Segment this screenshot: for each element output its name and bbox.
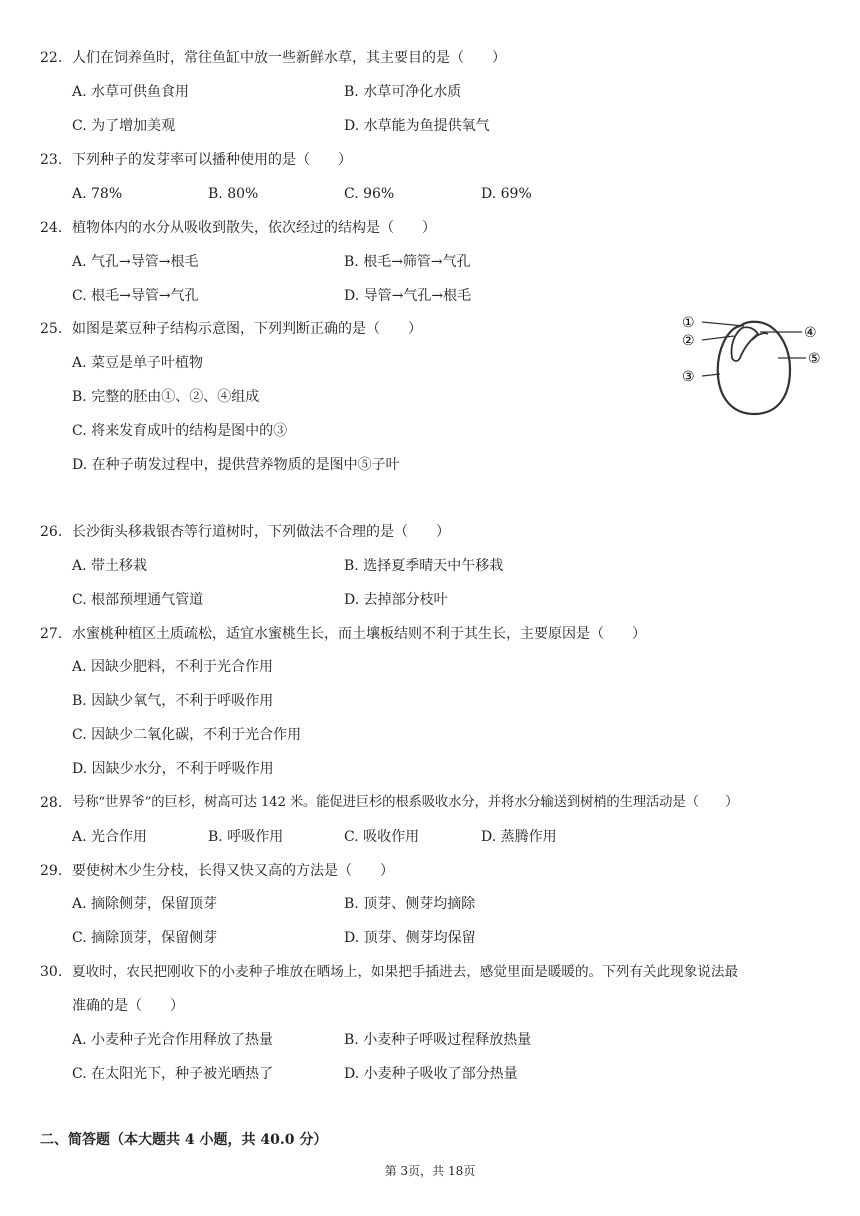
question-number: 27. (40, 626, 63, 642)
page-footer: 第 3页，共 18页 (384, 1164, 476, 1178)
option-a: A. 小麦种子光合作用释放了热量 (72, 1032, 274, 1048)
question-stem: 人们在饲养鱼时，常往鱼缸中放一些新鲜水草，其主要目的是（ ） (72, 50, 506, 66)
bean-seed-svg (678, 310, 830, 422)
question-stem: 水蜜桃种植区土质疏松，适宜水蜜桃生长，而土壤板结则不利于其生长，主要原因是（ ） (72, 626, 646, 642)
question-number: 28. (40, 795, 63, 811)
option-b: B. 小麦种子呼吸过程释放热量 (344, 1032, 532, 1048)
option-d: D. 69% (481, 186, 532, 202)
question-number: 30. (40, 964, 63, 980)
option-c: C. 根部预埋通气管道 (72, 592, 204, 608)
question-stem: 长沙街头移栽银杏等行道树时，下列做法不合理的是（ ） (72, 524, 450, 540)
question-stem: 植物体内的水分从吸收到散失，依次经过的结构是（ ） (72, 220, 436, 236)
option-a: A. 摘除侧芽，保留顶芽 (72, 896, 218, 912)
leader-line-2 (702, 336, 734, 340)
question-stem-continued: 准确的是（ ） (72, 998, 184, 1014)
label-1: ① (682, 315, 695, 331)
leader-line-1 (702, 322, 744, 326)
label-2: ② (682, 333, 695, 349)
option-c: C. 为了增加美观 (72, 118, 176, 134)
option-b: B. 完整的胚由①、②、④组成 (72, 389, 260, 405)
option-b: B. 水草可净化水质 (344, 84, 462, 100)
option-a: A. 菜豆是单子叶植物 (72, 355, 204, 371)
question-stem: 号称“世界爷”的巨杉，树高可达 142 米。能促进巨杉的根系吸收水分，并将水分输送到树梢的生理活动是（ ） (72, 795, 739, 810)
option-a: A. 带土移栽 (72, 558, 148, 574)
option-d: D. 小麦种子吸收了部分热量 (344, 1066, 518, 1082)
question-stem: 要使树木少生分枝，长得又快又高的方法是（ ） (72, 863, 394, 879)
option-d: D. 导管→气孔→根毛 (344, 288, 472, 304)
option-b: B. 因缺少氧气，不利于呼吸作用 (72, 693, 274, 709)
section-heading: 二、简答题（本大题共 4 小题，共 40.0 分） (40, 1132, 328, 1148)
seed-coat-outline (718, 322, 790, 414)
option-c: C. 根毛→导管→气孔 (72, 288, 199, 304)
option-b: B. 根毛→筛管→气孔 (344, 254, 471, 270)
option-b: B. 呼吸作用 (208, 829, 284, 845)
option-b: B. 选择夏季晴天中午移栽 (344, 558, 504, 574)
question-stem: 如图是菜豆种子结构示意图，下列判断正确的是（ ） (72, 321, 422, 337)
option-d: D. 去掉部分枝叶 (344, 592, 448, 608)
bean-seed-diagram (678, 310, 830, 422)
option-c: C. 摘除顶芽，保留侧芽 (72, 930, 218, 946)
option-d: D. 蒸腾作用 (481, 829, 557, 845)
option-c: C. 吸收作用 (344, 829, 420, 845)
question-number: 23. (40, 152, 63, 168)
option-a: A. 78% (72, 186, 123, 202)
option-c: C. 将来发育成叶的结构是图中的③ (72, 423, 288, 439)
option-a: A. 水草可供鱼食用 (72, 84, 190, 100)
option-d: D. 因缺少水分，不利于呼吸作用 (72, 761, 274, 777)
question-number: 29. (40, 863, 63, 879)
option-c: C. 因缺少二氧化碳，不利于光合作用 (72, 727, 302, 743)
label-5: ⑤ (808, 351, 821, 367)
question-stem: 下列种子的发芽率可以播种使用的是（ ） (72, 152, 352, 168)
question-stem: 夏收时，农民把刚收下的小麦种子堆放在晒场上，如果把手插进去，感觉里面是暖暖的。下列有关此现象说法最 (72, 964, 739, 980)
option-b: B. 80% (208, 186, 259, 202)
option-b: B. 顶芽、侧芽均摘除 (344, 896, 476, 912)
question-number: 24. (40, 220, 63, 236)
option-c: C. 在太阳光下，种子被光晒热了 (72, 1066, 274, 1082)
option-a: A. 因缺少肥料，不利于光合作用 (72, 659, 274, 675)
option-d: D. 在种子萌发过程中，提供营养物质的是图中⑤子叶 (72, 457, 400, 473)
question-number: 25. (40, 321, 63, 337)
label-3: ③ (682, 369, 695, 385)
option-a: A. 光合作用 (72, 829, 148, 845)
embryo-shape (731, 327, 758, 361)
option-c: C. 96% (344, 186, 395, 202)
option-d: D. 顶芽、侧芽均保留 (344, 930, 476, 946)
label-4: ④ (804, 325, 817, 341)
option-d: D. 水草能为鱼提供氧气 (344, 118, 490, 134)
option-a: A. 气孔→导管→根毛 (72, 254, 199, 270)
question-number: 26. (40, 524, 63, 540)
question-number: 22. (40, 50, 63, 66)
